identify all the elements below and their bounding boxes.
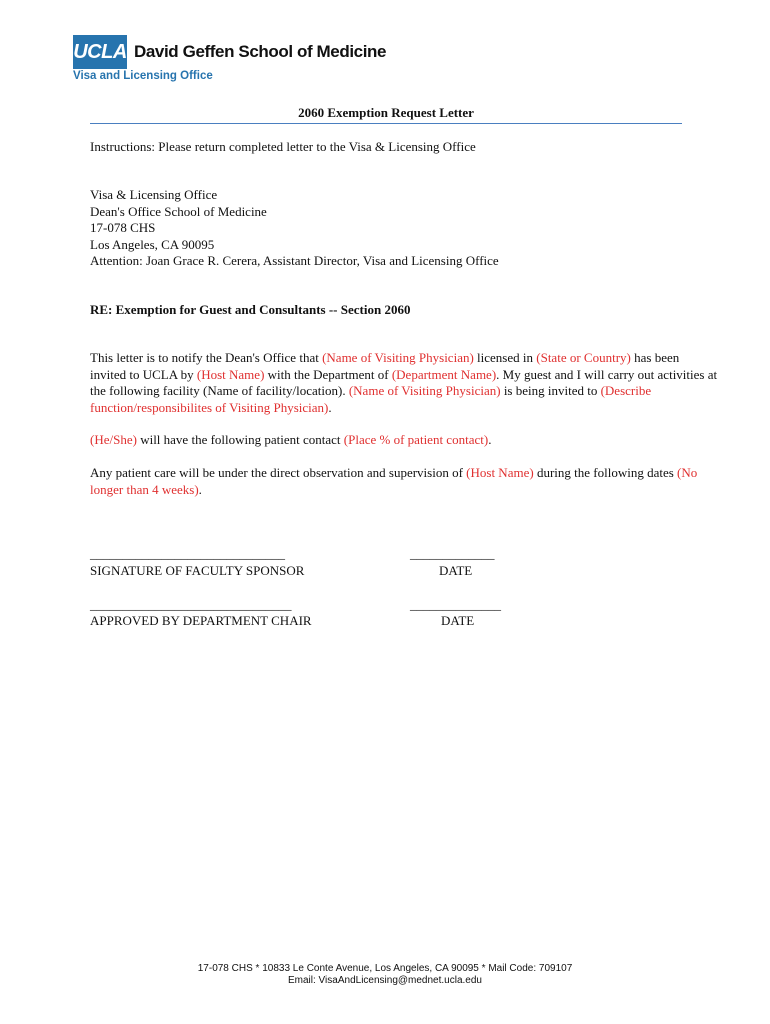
text: during the following dates xyxy=(533,465,678,480)
text: . My guest and I will carry out activities at the following facility (Name of facility/location). xyxy=(90,366,718,398)
text: . xyxy=(328,399,332,415)
date-line-2: ______________ xyxy=(410,597,501,612)
field-visiting-physician: (Name of Visiting Physician) xyxy=(348,383,501,398)
text: is being invited to xyxy=(500,383,601,398)
sponsor-signature-line: ______________________________ xyxy=(90,546,285,561)
field-department-name: (Department Name) xyxy=(391,366,497,382)
text: . xyxy=(488,432,492,447)
text: has been invited to UCLA by xyxy=(90,350,680,382)
field-host-name: (Host Name) xyxy=(466,465,534,480)
re-line: RE: Exemption for Guest and Consultants -- Section 2060 xyxy=(90,302,411,317)
address-line: Dean's Office School of Medicine xyxy=(90,203,267,219)
field-patient-contact: (Place % of patient contact) xyxy=(343,432,489,447)
sponsor-signature-label: SIGNATURE OF FACULTY SPONSOR xyxy=(90,563,305,578)
chair-signature-label: APPROVED BY DEPARTMENT CHAIR xyxy=(90,613,312,628)
ucla-logo xyxy=(73,35,386,69)
text: . xyxy=(198,481,202,497)
text: will have the following patient contact xyxy=(136,432,344,447)
field-state-country: (State or Country) xyxy=(536,350,631,365)
date-line-1: _____________ xyxy=(410,546,495,561)
field-pronoun: (He/She) xyxy=(90,432,137,447)
text: Any patient care will be under the direct observation and supervision of xyxy=(90,465,467,480)
address-line: Los Angeles, CA 90095 xyxy=(90,236,215,252)
footer-address: 17-078 CHS * 10833 Le Conte Avenue, Los Angeles, CA 90095 * Mail Code: 709107 xyxy=(197,963,573,974)
paragraph-1 xyxy=(90,350,718,416)
logo-abbr: UCLA xyxy=(73,35,127,69)
letter-title: 2060 Exemption Request Letter xyxy=(90,105,682,124)
field-dates: (No longer than 4 weeks) xyxy=(90,465,698,497)
chair-signature-line: _______________________________ xyxy=(90,597,292,612)
office-name: Visa and Licensing Office xyxy=(73,70,213,82)
date-label-1: DATE xyxy=(439,563,473,578)
school-name: David Geffen School of Medicine xyxy=(134,42,387,61)
field-function: (Describe function/responsibilites of Visiting Physician) xyxy=(90,383,652,415)
footer xyxy=(0,963,770,987)
address-line: Attention: Joan Grace R. Cerera, Assistant Director, Visa and Licensing Office xyxy=(90,253,499,268)
text: This letter is to notify the Dean's Office that xyxy=(90,350,323,365)
footer-email: Email: VisaAndLicensing@mednet.ucla.edu xyxy=(288,975,482,986)
address-block xyxy=(90,187,730,270)
paragraph-2 xyxy=(90,432,730,449)
field-host-name: (Host Name) xyxy=(196,366,265,382)
text: with the Department of xyxy=(264,366,392,382)
text: licensed in xyxy=(473,350,537,365)
instructions: Instructions: Please return completed letter to the Visa & Licensing Office xyxy=(90,139,476,154)
address-line: 17-078 CHS xyxy=(90,220,156,235)
date-label-2: DATE xyxy=(441,613,475,628)
field-visiting-physician: (Name of Visiting Physician) xyxy=(322,350,474,365)
paragraph-3 xyxy=(90,465,725,498)
address-line: Visa & Licensing Office xyxy=(90,187,218,202)
